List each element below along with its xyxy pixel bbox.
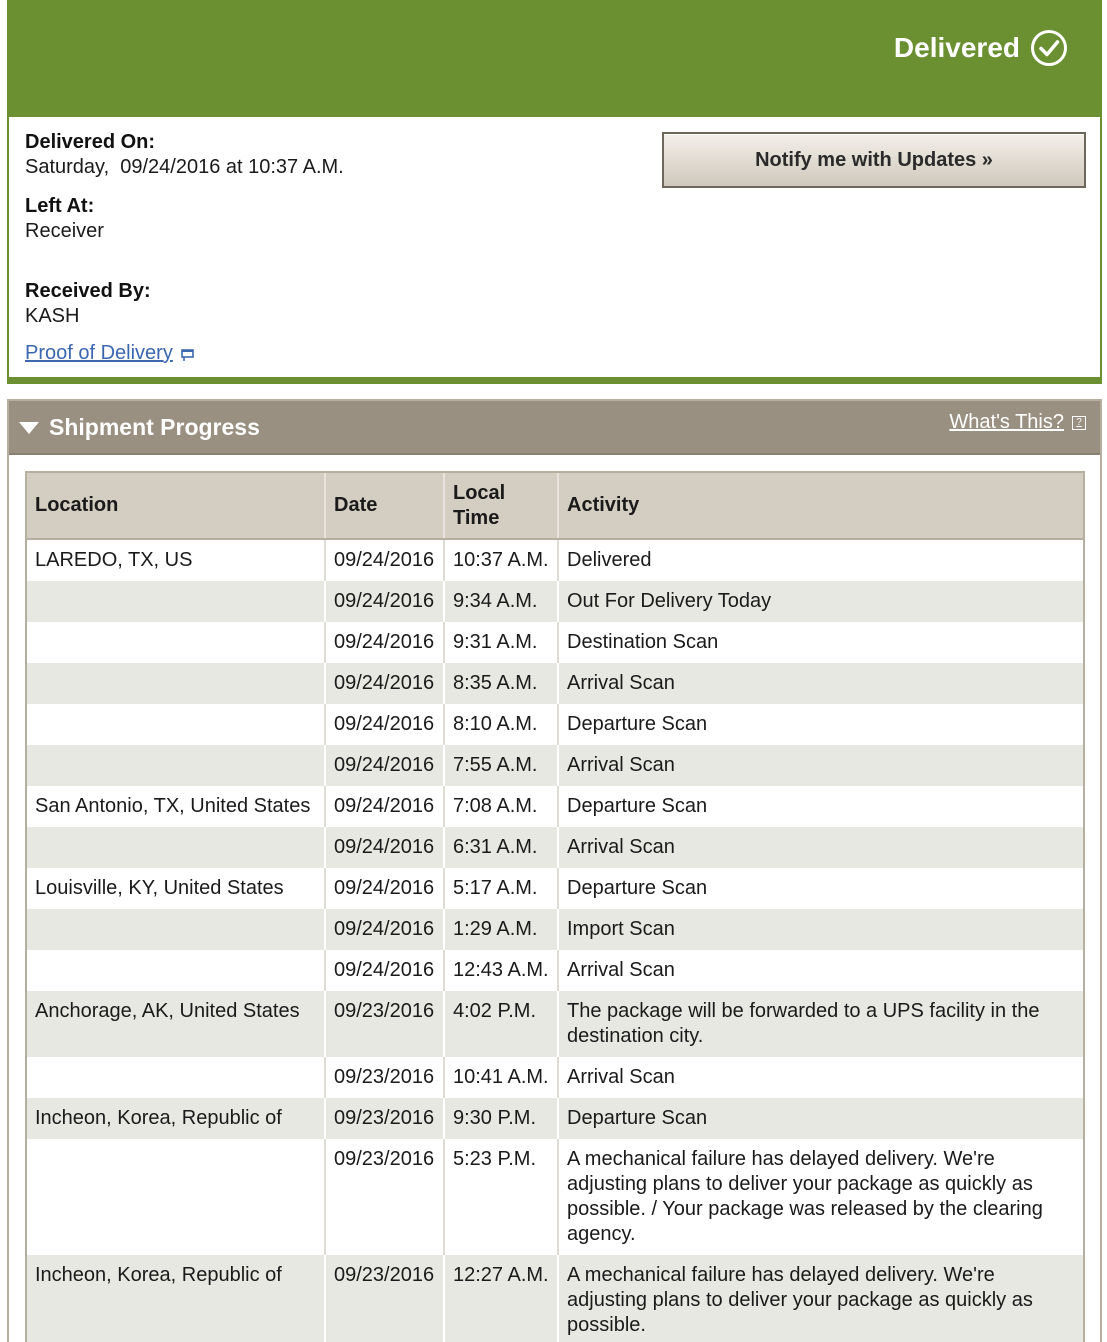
- table-row: [27, 581, 1083, 622]
- table-row: [27, 950, 1083, 991]
- column-header-date: Date: [325, 473, 444, 539]
- activity-cell: Delivered: [558, 539, 1083, 581]
- delivered-on-value: Saturday, 09/24/2016 at 10:37 A.M.: [25, 156, 344, 178]
- local-time-cell: 10:41 A.M.: [444, 1057, 558, 1098]
- date-cell: 09/23/2016: [325, 1139, 444, 1255]
- local-time-cell: 4:02 P.M.: [444, 991, 558, 1057]
- local-time-cell: 5:23 P.M.: [444, 1139, 558, 1255]
- location-cell: Louisville, KY, United States: [27, 868, 325, 909]
- popup-window-icon: [181, 349, 194, 362]
- location-cell: [27, 1139, 325, 1255]
- left-at-label: Left At:: [25, 195, 95, 217]
- date-cell: 09/23/2016: [325, 1057, 444, 1098]
- shipment-progress-header[interactable]: [9, 401, 1100, 455]
- location-cell: LAREDO, TX, US: [27, 539, 325, 581]
- local-time-cell: 7:08 A.M.: [444, 786, 558, 827]
- date-cell: 09/24/2016: [325, 745, 444, 786]
- shipment-progress-rows: [27, 539, 1083, 1342]
- shipment-progress-toggle[interactable]: [19, 414, 260, 441]
- whats-this-label: What's This?: [949, 411, 1064, 433]
- help-icon: ?: [1072, 416, 1086, 430]
- left-at-group: [25, 194, 104, 244]
- location-cell: San Antonio, TX, United States: [27, 786, 325, 827]
- date-cell: 09/24/2016: [325, 827, 444, 868]
- table-row: [27, 1057, 1083, 1098]
- activity-cell: Out For Delivery Today: [558, 581, 1083, 622]
- date-cell: 09/24/2016: [325, 786, 444, 827]
- date-cell: 09/24/2016: [325, 950, 444, 991]
- column-header-local-time: [444, 473, 558, 539]
- activity-cell: Arrival Scan: [558, 1057, 1083, 1098]
- location-cell: [27, 1057, 325, 1098]
- local-time-cell: 9:30 P.M.: [444, 1098, 558, 1139]
- column-header-location: Location: [27, 473, 325, 539]
- delivered-on-label: Delivered On:: [25, 131, 156, 153]
- collapse-triangle-icon: [19, 422, 39, 434]
- table-row: [27, 704, 1083, 745]
- location-cell: [27, 950, 325, 991]
- proof-of-delivery-link[interactable]: [25, 341, 194, 366]
- local-time-cell: 5:17 A.M.: [444, 868, 558, 909]
- location-cell: [27, 704, 325, 745]
- table-row: [27, 663, 1083, 704]
- shipment-progress-table: [27, 473, 1083, 1342]
- date-cell: 09/24/2016: [325, 868, 444, 909]
- local-time-cell: 8:35 A.M.: [444, 663, 558, 704]
- received-by-label: Received By:: [25, 280, 151, 302]
- local-time-cell: 12:43 A.M.: [444, 950, 558, 991]
- activity-cell: Arrival Scan: [558, 827, 1083, 868]
- local-time-cell: 12:27 A.M.: [444, 1255, 558, 1342]
- date-cell: 09/24/2016: [325, 704, 444, 745]
- shipment-progress-table-wrap: [25, 471, 1085, 1342]
- table-row: [27, 539, 1083, 581]
- proof-of-delivery-group: [25, 341, 194, 366]
- local-time-cell: 9:31 A.M.: [444, 622, 558, 663]
- status-banner: [9, 0, 1100, 117]
- activity-cell: Import Scan: [558, 909, 1083, 950]
- local-time-cell: 6:31 A.M.: [444, 827, 558, 868]
- check-circle-icon: [1030, 29, 1068, 67]
- local-time-cell: 10:37 A.M.: [444, 539, 558, 581]
- location-cell: [27, 827, 325, 868]
- date-cell: 09/24/2016: [325, 663, 444, 704]
- status-title: Delivered: [893, 32, 1020, 63]
- local-time-cell: 1:29 A.M.: [444, 909, 558, 950]
- table-row: [27, 1139, 1083, 1255]
- activity-cell: Arrival Scan: [558, 663, 1083, 704]
- delivery-status-card: [7, 0, 1102, 384]
- location-cell: Incheon, Korea, Republic of: [27, 1255, 325, 1342]
- table-row: [27, 622, 1083, 663]
- received-by-value: KASH: [25, 305, 80, 327]
- activity-cell: A mechanical failure has delayed delivery. We're adjusting plans to deliver your package as quickly as possible.: [558, 1255, 1083, 1342]
- local-time-cell: 7:55 A.M.: [444, 745, 558, 786]
- table-row: [27, 909, 1083, 950]
- column-header-activity: Activity: [558, 473, 1083, 539]
- location-cell: [27, 745, 325, 786]
- local-time-cell: 9:34 A.M.: [444, 581, 558, 622]
- table-row: [27, 991, 1083, 1057]
- table-row: [27, 868, 1083, 909]
- table-header-row: [27, 473, 1083, 539]
- whats-this-link[interactable]: [949, 411, 1086, 434]
- activity-cell: Arrival Scan: [558, 950, 1083, 991]
- delivered-on-group: [25, 130, 344, 180]
- table-row: [27, 786, 1083, 827]
- location-cell: [27, 663, 325, 704]
- location-cell: Incheon, Korea, Republic of: [27, 1098, 325, 1139]
- activity-cell: A mechanical failure has delayed delivery. We're adjusting plans to deliver your package as quickly as possible. / Your package was released by the clearing agency.: [558, 1139, 1083, 1255]
- date-cell: 09/23/2016: [325, 1098, 444, 1139]
- proof-of-delivery-label: Proof of Delivery: [25, 342, 173, 364]
- table-row: [27, 1098, 1083, 1139]
- shipment-progress-title: Shipment Progress: [49, 414, 260, 440]
- table-row: [27, 745, 1083, 786]
- left-at-value: Receiver: [25, 220, 104, 242]
- location-cell: Anchorage, AK, United States: [27, 991, 325, 1057]
- date-cell: 09/23/2016: [325, 991, 444, 1057]
- column-header-local-time-label: Local Time: [453, 481, 506, 529]
- activity-cell: Departure Scan: [558, 786, 1083, 827]
- local-time-cell: 8:10 A.M.: [444, 704, 558, 745]
- location-cell: [27, 622, 325, 663]
- date-cell: 09/24/2016: [325, 539, 444, 581]
- location-cell: [27, 909, 325, 950]
- location-cell: [27, 581, 325, 622]
- date-cell: 09/24/2016: [325, 622, 444, 663]
- date-cell: 09/24/2016: [325, 909, 444, 950]
- table-row: [27, 827, 1083, 868]
- activity-cell: Departure Scan: [558, 1098, 1083, 1139]
- notify-updates-button[interactable]: Notify me with Updates »: [662, 132, 1086, 188]
- status-heading: [894, 28, 1068, 68]
- activity-cell: Departure Scan: [558, 704, 1083, 745]
- shipment-progress-panel: [7, 399, 1102, 1342]
- date-cell: 09/23/2016: [325, 1255, 444, 1342]
- date-cell: 09/24/2016: [325, 581, 444, 622]
- received-by-group: [25, 279, 151, 329]
- activity-cell: The package will be forwarded to a UPS facility in the destination city.: [558, 991, 1083, 1057]
- table-row: [27, 1255, 1083, 1342]
- activity-cell: Destination Scan: [558, 622, 1083, 663]
- activity-cell: Departure Scan: [558, 868, 1083, 909]
- activity-cell: Arrival Scan: [558, 745, 1083, 786]
